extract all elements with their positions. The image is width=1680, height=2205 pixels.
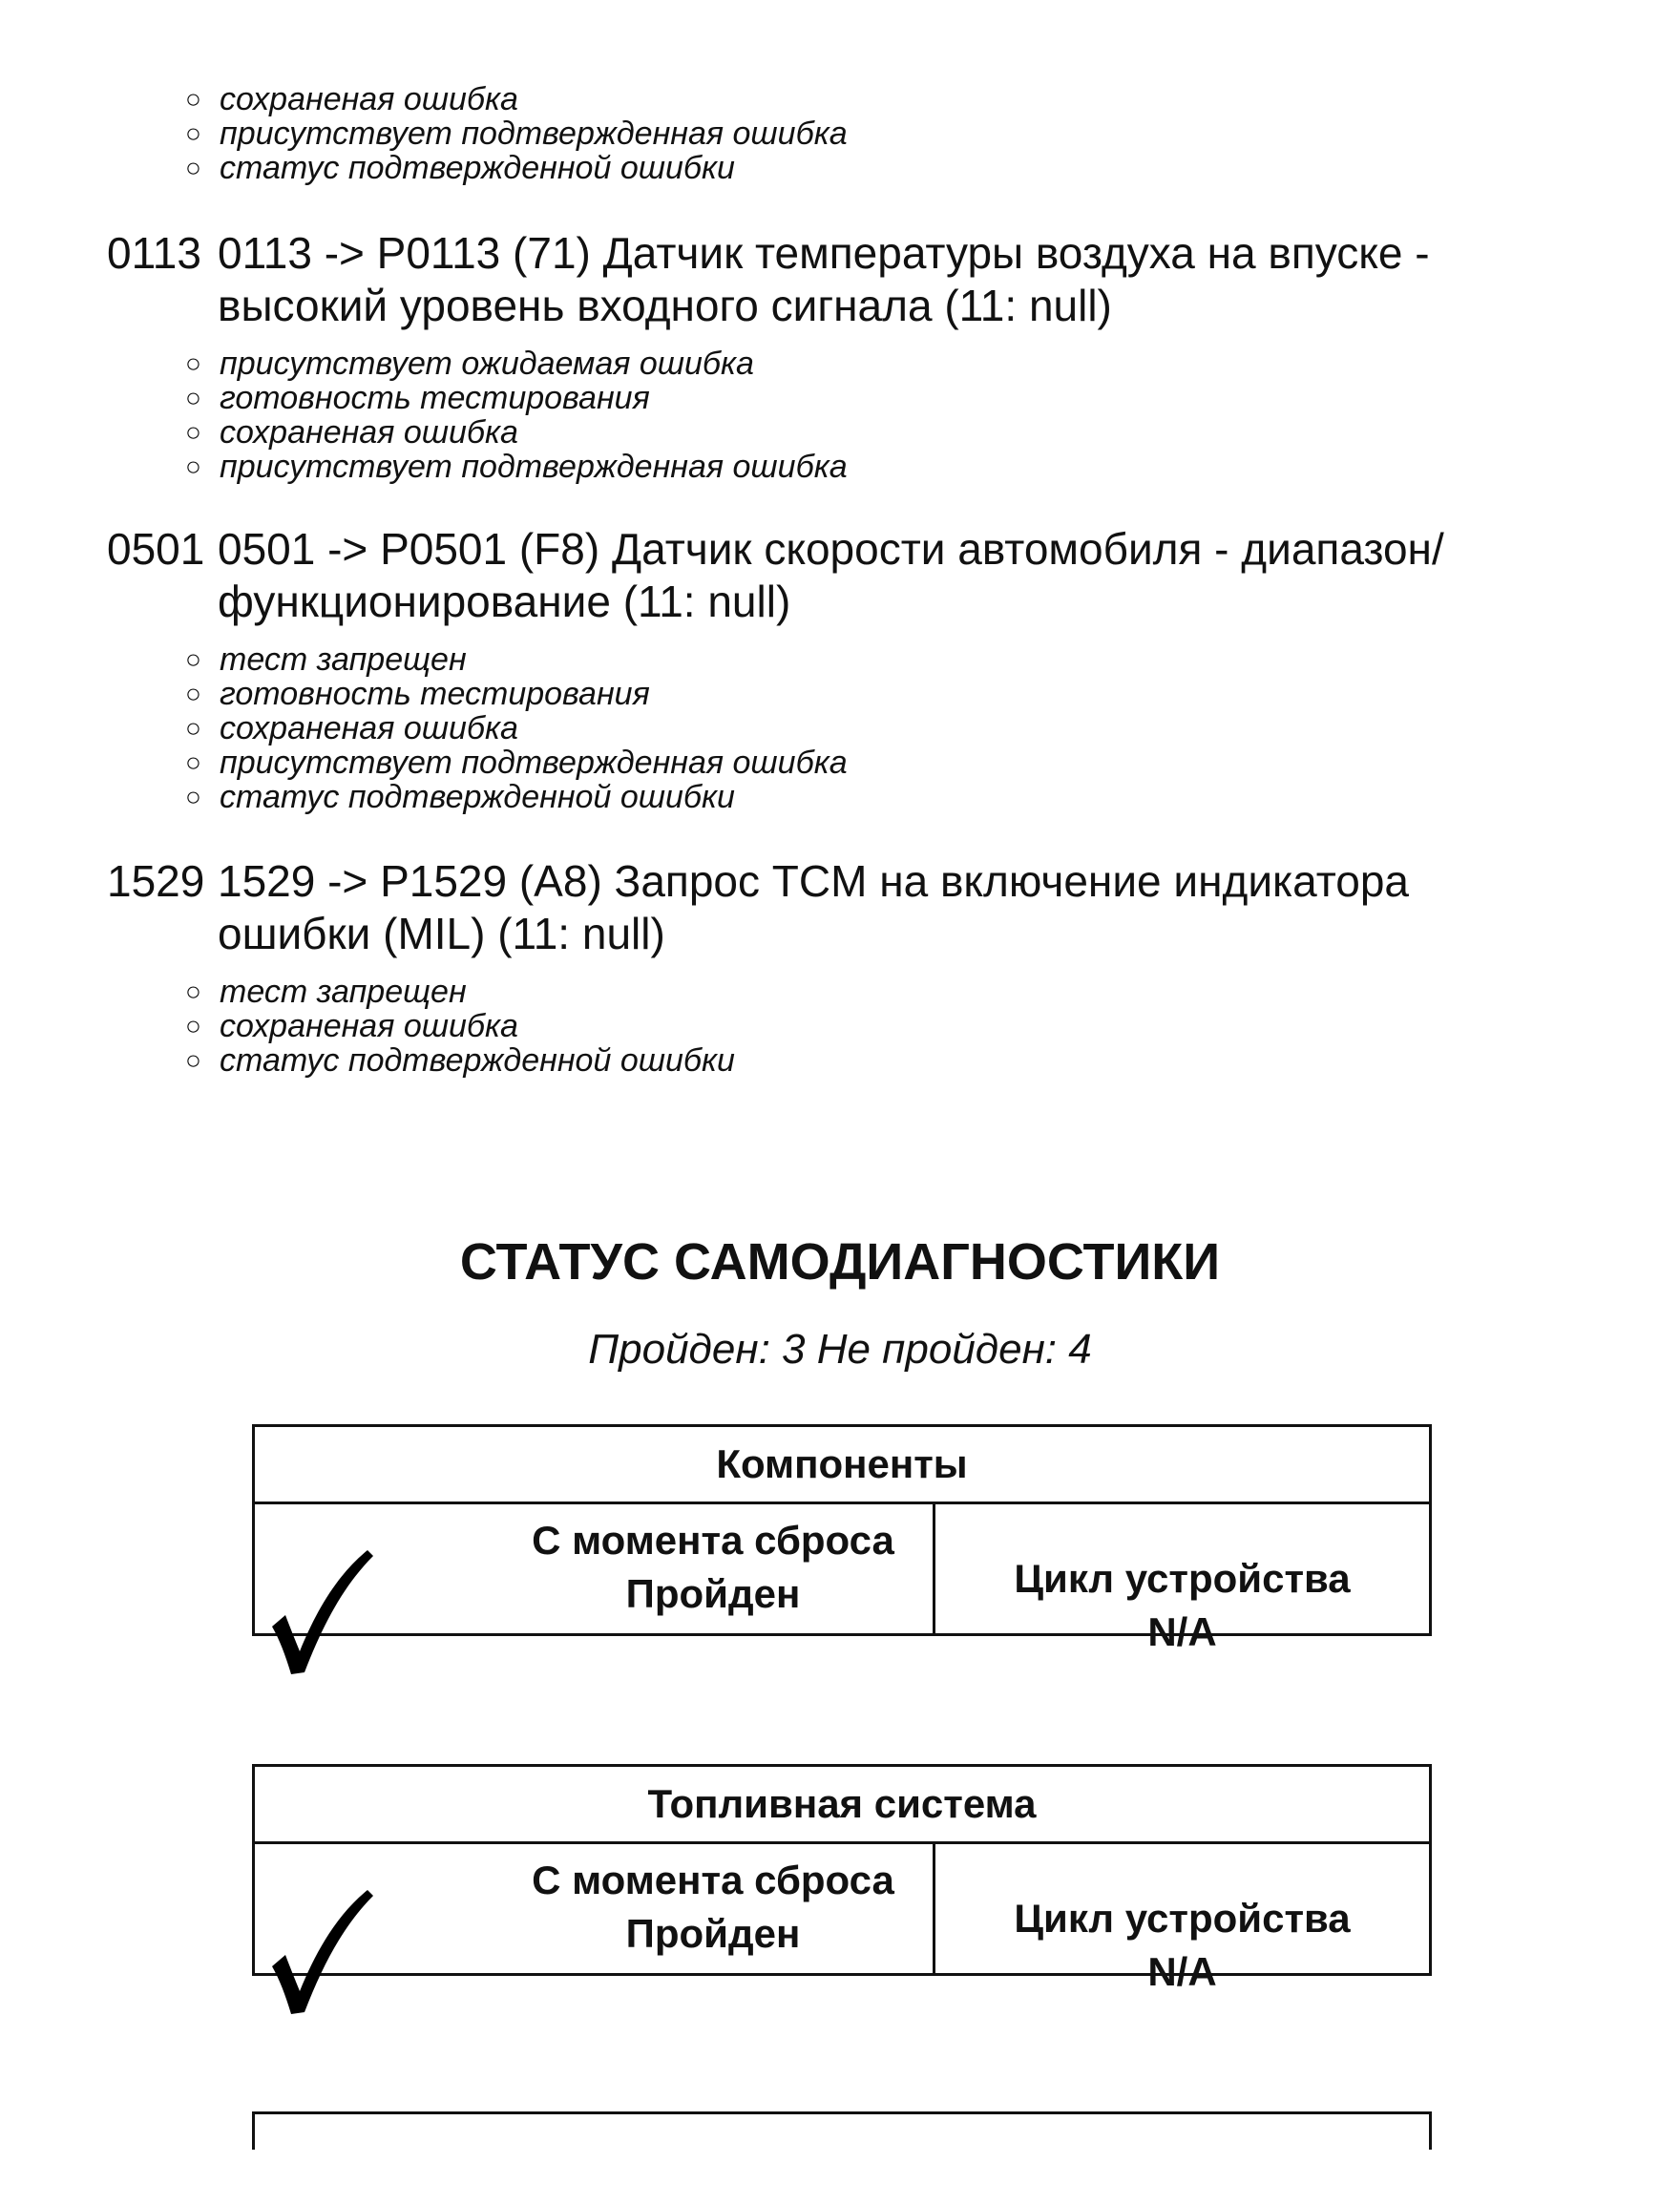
since-reset-cell <box>255 1504 935 1633</box>
dtc-description: 0113 -> P0113 (71) Датчик температуры воздуха на впуске - высокий уровень входного сигнала (11: null) <box>218 228 1430 330</box>
dtc-description: 0501 -> P0501 (F8) Датчик скорости автомобиля - диапазон/ функционирование (11: null) <box>218 524 1444 626</box>
monitor-name: Компоненты <box>255 1427 1429 1504</box>
pass-fail-summary: Пройден: 3 Не пройден: 4 <box>588 1326 1092 1373</box>
drive-cycle-status: Цикл устройства N/A <box>1014 1896 1351 1994</box>
drive-cycle-cell <box>935 1504 1429 1654</box>
bullet-icon: ○ <box>185 644 201 674</box>
status-item: ○ сохраненая ошибка <box>185 710 518 746</box>
bullet-icon: ○ <box>185 153 201 182</box>
bullet-icon: ○ <box>185 1045 201 1075</box>
status-item: ○ готовность тестирования <box>185 380 650 416</box>
since-reset-status: С момента сброса Пройден <box>532 1858 894 1956</box>
bullet-icon: ○ <box>185 452 201 481</box>
bullet-icon: ○ <box>185 417 201 447</box>
status-item: ○ сохраненая ошибка <box>185 81 518 117</box>
section-title: СТАТУС САМОДИАГНОСТИКИ <box>459 1233 1221 1291</box>
bullet-icon: ○ <box>185 747 201 777</box>
status-item: ○ тест запрещен <box>185 641 467 678</box>
dtc-code: 1529 <box>107 856 205 906</box>
status-item: ○ сохраненая ошибка <box>185 1008 518 1044</box>
dtc-code: 0501 <box>107 524 205 574</box>
since-reset-status: С момента сброса Пройден <box>532 1518 894 1616</box>
status-item: ○ готовность тестирования <box>185 676 650 712</box>
status-item: ○ статус подтвержденной ошибки <box>185 1042 735 1079</box>
status-item: ○ статус подтвержденной ошибки <box>185 150 735 186</box>
monitor-name: Топливная система <box>255 1767 1429 1844</box>
status-item: ○ тест запрещен <box>185 974 467 1010</box>
bullet-icon: ○ <box>185 383 201 412</box>
dtc-code: 0113 <box>107 228 201 278</box>
checkmark-icon <box>264 1884 379 2018</box>
status-item: ○ статус подтвержденной ошибки <box>185 779 735 815</box>
checkmark-icon <box>264 1544 379 1678</box>
bullet-icon: ○ <box>185 118 201 148</box>
drive-cycle-cell <box>935 1844 1429 1994</box>
monitor-table <box>252 1764 1432 1994</box>
bullet-icon: ○ <box>185 1011 201 1040</box>
dtc-description: 1529 -> P1529 (A8) Запрос TCM на включение индикатора ошибки (MIL) (11: null) <box>218 856 1410 958</box>
monitor-table-partial <box>252 2111 1432 2150</box>
drive-cycle-status: Цикл устройства N/A <box>1014 1556 1351 1654</box>
status-item: ○ присутствует подтвержденная ошибка <box>185 745 848 781</box>
bullet-icon: ○ <box>185 976 201 1006</box>
bullet-icon: ○ <box>185 84 201 114</box>
status-item: ○ присутствует подтвержденная ошибка <box>185 116 848 152</box>
status-item: ○ присутствует подтвержденная ошибка <box>185 449 848 485</box>
bullet-icon: ○ <box>185 679 201 708</box>
status-item: ○ присутствует ожидаемая ошибка <box>185 346 754 382</box>
bullet-icon: ○ <box>185 782 201 811</box>
monitor-table <box>252 1424 1432 1654</box>
status-item: ○ сохраненая ошибка <box>185 414 518 451</box>
since-reset-cell <box>255 1844 935 1973</box>
bullet-icon: ○ <box>185 713 201 743</box>
bullet-icon: ○ <box>185 348 201 378</box>
